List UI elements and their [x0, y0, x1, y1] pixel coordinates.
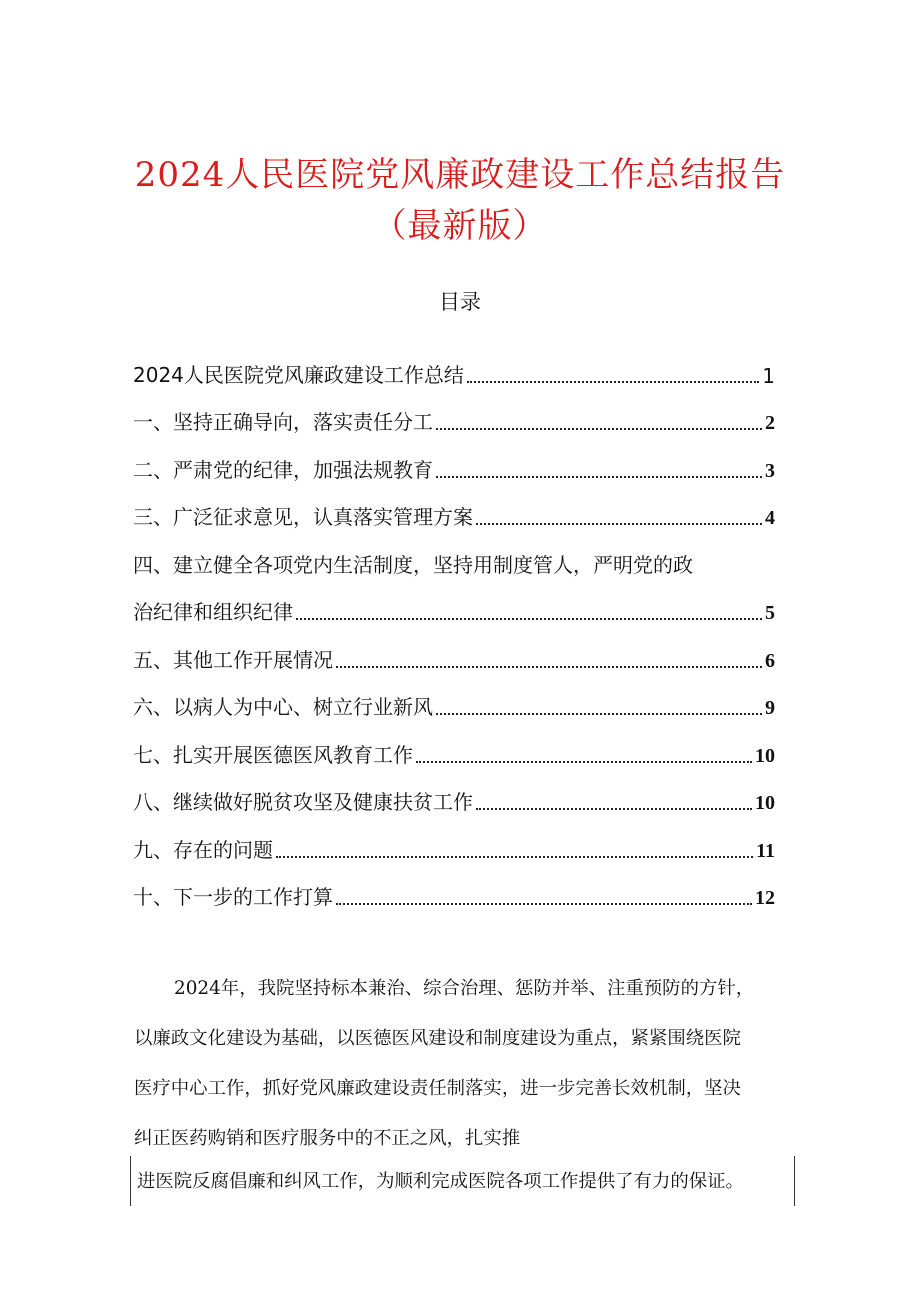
toc-entry-text: 八、继续做好脱贫攻坚及健康扶贫工作	[133, 790, 473, 814]
toc-entry-text: 六、以病人为中心、树立行业新风	[133, 695, 433, 719]
toc-entry[interactable]	[133, 815, 775, 863]
toc-page-number: 5	[765, 602, 775, 624]
toc-entry[interactable]	[133, 768, 775, 816]
toc-page-number: 4	[765, 507, 775, 529]
toc-dot-leader	[476, 521, 762, 525]
paragraph-line: 纠正医药购销和医疗服务中的不正之风，扎实推	[134, 1128, 521, 1149]
toc-entry-text: 九、存在的问题	[133, 837, 273, 862]
toc-page-number: 3	[765, 459, 775, 482]
toc-page-number: 12	[755, 887, 775, 909]
toc-entry-text: 一、坚持正确导向，落实责任分工	[133, 410, 433, 434]
table-of-contents	[133, 340, 775, 910]
toc-page-number: 10	[755, 792, 775, 814]
toc-dot-leader	[436, 426, 762, 430]
toc-dot-leader	[336, 901, 752, 905]
toc-page-number: 11	[756, 839, 775, 862]
toc-entry-line1[interactable]	[133, 530, 775, 578]
document-title: 2024人民医院党风廉政建设工作总结报告	[134, 155, 786, 195]
toc-entry-text: 2024人民医院党风廉政建设工作总结	[133, 362, 464, 387]
document-subtitle: （最新版）	[372, 206, 548, 246]
toc-dot-leader	[436, 711, 762, 715]
toc-entry[interactable]	[133, 625, 775, 673]
toc-page-number: 10	[755, 744, 775, 767]
toc-entry[interactable]	[133, 435, 775, 483]
paragraph-line: 医疗中心工作，抓好党风廉政建设责任制落实，进一步完善长效机制，坚决	[134, 1078, 741, 1099]
toc-entry[interactable]	[133, 483, 775, 531]
toc-dot-leader	[296, 616, 762, 620]
toc-entry-line2[interactable]	[133, 578, 775, 626]
paragraph-line: 2024年，我院坚持标本兼治、综合治理、惩防并举、注重预防的方针，	[174, 978, 755, 999]
toc-entry-text: 十、下一步的工作打算	[133, 885, 333, 909]
toc-page-number: 6	[765, 649, 775, 672]
toc-entry[interactable]	[133, 673, 775, 721]
toc-entry[interactable]	[133, 388, 775, 436]
toc-dot-leader	[467, 379, 759, 383]
toc-entry-text: 二、严肃党的纪律，加强法规教育	[133, 457, 433, 482]
toc-entry-text: 七、扎实开展医德医风教育工作	[133, 742, 413, 767]
toc-entry-text: 治纪律和组织纪律	[133, 600, 293, 624]
paragraph-line: 以廉政文化建设为基础，以医德医风建设和制度建设为重点，紧紧围绕医院	[134, 1028, 741, 1049]
toc-entry[interactable]	[133, 340, 775, 388]
toc-page-number: 2	[765, 412, 775, 434]
toc-page-number: 1	[762, 363, 775, 388]
toc-entry-text: 四、建立健全各项党内生活制度，坚持用制度管人，严明党的政	[133, 552, 693, 577]
toc-dot-leader	[336, 664, 762, 668]
toc-entry-text: 五、其他工作开展情况	[133, 647, 333, 672]
toc-entry[interactable]	[133, 863, 775, 911]
boxed-text-region	[130, 1156, 795, 1206]
toc-dot-leader	[276, 854, 753, 858]
toc-page-number: 9	[765, 697, 775, 719]
toc-dot-leader	[476, 806, 752, 810]
toc-entry-text: 三、广泛征求意见，认真落实管理方案	[133, 505, 473, 529]
paragraph-line: 进医院反腐倡廉和纠风工作，为顺利完成医院各项工作提供了有力的保证。	[137, 1171, 744, 1192]
toc-heading: 目录	[439, 290, 481, 314]
toc-dot-leader	[416, 759, 752, 763]
toc-entry[interactable]	[133, 720, 775, 768]
toc-dot-leader	[436, 474, 762, 478]
